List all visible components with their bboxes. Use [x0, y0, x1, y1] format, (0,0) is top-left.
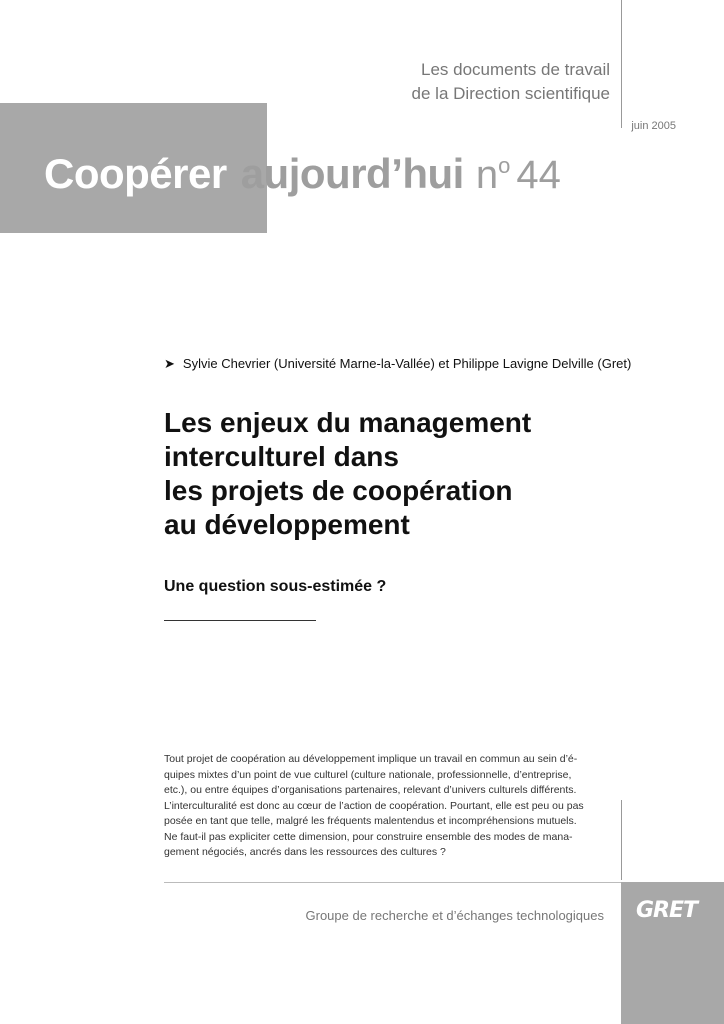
- arrow-icon: ➤: [164, 356, 175, 371]
- masthead: [44, 150, 561, 200]
- abstract-line: quipes mixtes d’un point de vue culturel (culture nationale, professionnelle, d’entreprise,: [164, 768, 572, 781]
- masthead-word-aujourdhui: aujourd’hui: [240, 150, 464, 197]
- footer-divider: [164, 882, 622, 883]
- masthead-word-cooperer: Coopérer: [44, 150, 227, 197]
- title-line: au développement: [164, 509, 410, 540]
- title-line: interculturel dans: [164, 441, 399, 472]
- authors-line: [164, 356, 631, 372]
- abstract-line: Tout projet de coopération au développement implique un travail en commun au sein d’é-: [164, 753, 578, 765]
- document-title: [164, 406, 634, 542]
- vertical-rule-top: [621, 0, 622, 128]
- abstract-line: etc.), ou entre équipes d’organisations partenaires, relevant d’univers culturels différents.: [164, 784, 577, 796]
- issue-number-sup: o: [498, 153, 511, 178]
- abstract-line: posée en tant que telle, malgré les fréquents malentendus et incompréhensions mutuels.: [164, 815, 577, 827]
- authors-text: Sylvie Chevrier (Université Marne-la-Vallée) et Philippe Lavigne Delville (Gret): [182, 356, 632, 371]
- series-line-1: Les documents de travail: [421, 60, 610, 79]
- document-subtitle: Une question sous-estimée ?: [164, 578, 387, 595]
- abstract-line: Ne faut-il pas expliciter cette dimension, pour construire ensemble des modes de mana-: [164, 830, 573, 843]
- series-header: [412, 58, 610, 106]
- subtitle-divider: [164, 620, 316, 621]
- issue-number-prefix: [476, 153, 511, 197]
- abstract: [164, 752, 622, 861]
- gret-logo: GRET: [636, 898, 698, 923]
- issue-date: juin 2005: [631, 120, 676, 132]
- series-line-2: de la Direction scientifique: [411, 84, 610, 103]
- organization-name: Groupe de recherche et d’échanges technologiques: [305, 908, 604, 923]
- title-line: les projets de coopération: [164, 475, 513, 506]
- title-line: Les enjeux du management: [164, 407, 532, 438]
- issue-number-n: n: [475, 153, 499, 197]
- abstract-line: L’interculturalité est donc au cœur de l’action de coopération. Pourtant, elle est peu ou pas: [164, 799, 584, 812]
- issue-number: 44: [516, 153, 561, 197]
- abstract-line: gement négociés, ancrés dans les ressources des cultures ?: [164, 846, 446, 858]
